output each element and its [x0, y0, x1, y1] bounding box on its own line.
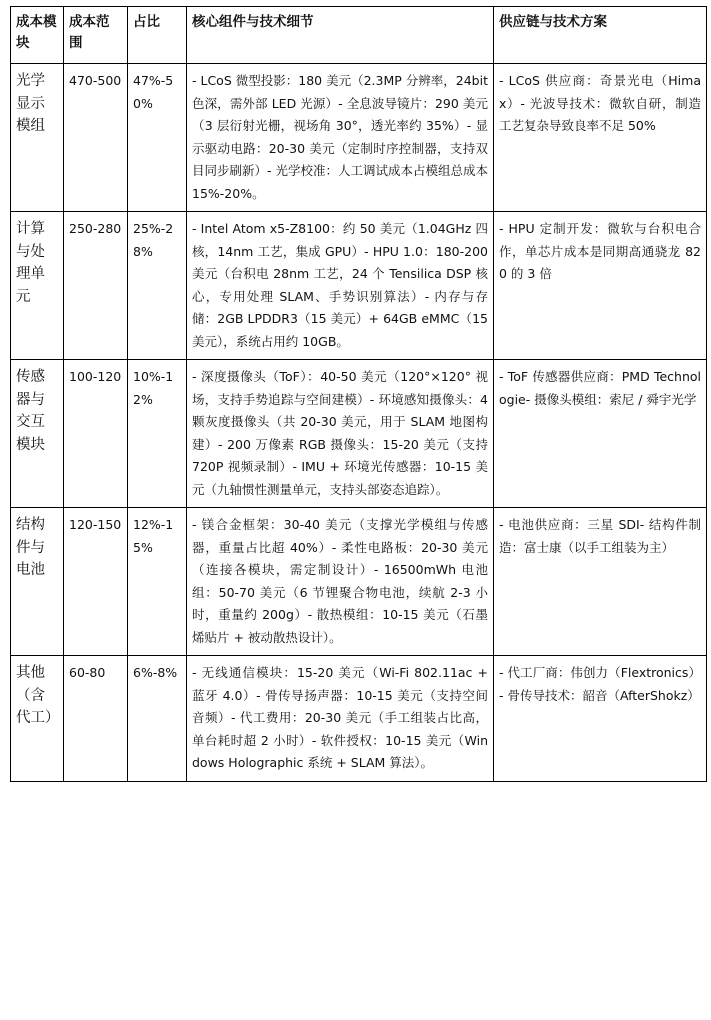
- share-cell: 25%-28%: [128, 212, 187, 360]
- module-cell: 结构件与电池: [11, 508, 64, 656]
- table-row: [11, 212, 707, 360]
- share-cell: 10%-12%: [128, 360, 187, 508]
- share-cell: 47%-50%: [128, 64, 187, 212]
- range-cell: 120-150: [64, 508, 128, 656]
- header-details: 核心组件与技术细节: [187, 7, 494, 64]
- range-cell: 250-280: [64, 212, 128, 360]
- details-cell: - 深度摄像头（ToF）：40-50 美元（120°×120° 视场，支持手势追踪与空间建模）- 环境感知摄像头：4 颗灰度摄像头（共 20-30 美元，用于 SLAM 地图构建）- 200 万像素 RGB 摄像头：15-20 美元（支持 720P 视频录制）- IMU + 环境光传感器：10-15 美元（九轴惯性测量单元，支持头部姿态追踪）。: [187, 360, 494, 508]
- share-cell: 6%-8%: [128, 656, 187, 782]
- supply-cell: - 代工厂商：伟创力（Flextronics）- 骨传导技术：韶音（AfterShokz）: [494, 656, 707, 782]
- details-cell: - Intel Atom x5-Z8100：约 50 美元（1.04GHz 四核，14nm 工艺，集成 GPU）- HPU 1.0：180-200 美元（台积电 28nm 工艺，24 个 Tensilica DSP 核心，专用处理 SLAM、手势识别算法）- 内存与存储：2GB LPDDR3（15 美元）+ 64GB eMMC（15 美元），系统占用约 10GB。: [187, 212, 494, 360]
- module-cell: 计算与处理单元: [11, 212, 64, 360]
- details-cell: - 无线通信模块：15-20 美元（Wi-Fi 802.11ac + 蓝牙 4.0）- 骨传导扬声器：10-15 美元（支持空间音频）- 代工费用：20-30 美元（手工组装占比高，单台耗时超 2 小时）- 软件授权：10-15 美元（Windows Holographic 系统 + SLAM 算法）。: [187, 656, 494, 782]
- table-row: [11, 360, 707, 508]
- supply-cell: - 电池供应商：三星 SDI- 结构件制造：富士康（以手工组装为主）: [494, 508, 707, 656]
- details-cell: - 镁合金框架：30-40 美元（支撑光学模组与传感器，重量占比超 40%）- 柔性电路板：20-30 美元（连接各模块，需定制设计）- 16500mWh 电池组：50-70 美元（6 节锂聚合物电池，续航 2-3 小时，重量约 200g）- 散热模组：10-15 美元（石墨烯贴片 + 被动散热设计）。: [187, 508, 494, 656]
- header-range: 成本范围: [64, 7, 128, 64]
- header-share: 占比: [128, 7, 187, 64]
- supply-cell: - LCoS 供应商：奇景光电（Himax）- 光波导技术：微软自研，制造工艺复杂导致良率不足 50%: [494, 64, 707, 212]
- header-supply: 供应链与技术方案: [494, 7, 707, 64]
- table-header-row: [11, 7, 707, 64]
- module-cell: 其他（含代工）: [11, 656, 64, 782]
- module-cell: 传感器与交互模块: [11, 360, 64, 508]
- table-row: [11, 656, 707, 782]
- supply-cell: - ToF 传感器供应商：PMD Technologie- 摄像头模组：索尼 / 舜宇光学: [494, 360, 707, 508]
- table-row: [11, 508, 707, 656]
- range-cell: 100-120: [64, 360, 128, 508]
- table-row: [11, 64, 707, 212]
- supply-cell: - HPU 定制开发：微软与台积电合作，单芯片成本是同期高通骁龙 820 的 3 倍: [494, 212, 707, 360]
- range-cell: 470-500: [64, 64, 128, 212]
- module-cell: 光学显示模组: [11, 64, 64, 212]
- details-cell: - LCoS 微型投影：180 美元（2.3MP 分辨率，24bit 色深，需外部 LED 光源）- 全息波导镜片：290 美元（3 层衍射光栅，视场角 30°，透光率约 35%）- 显示驱动电路：20-30 美元（定制时序控制器，支持双目同步刷新）- 光学校准：人工调试成本占模组总成本 15%-20%。: [187, 64, 494, 212]
- cost-table: [10, 6, 707, 782]
- range-cell: 60-80: [64, 656, 128, 782]
- header-module: 成本模块: [11, 7, 64, 64]
- share-cell: 12%-15%: [128, 508, 187, 656]
